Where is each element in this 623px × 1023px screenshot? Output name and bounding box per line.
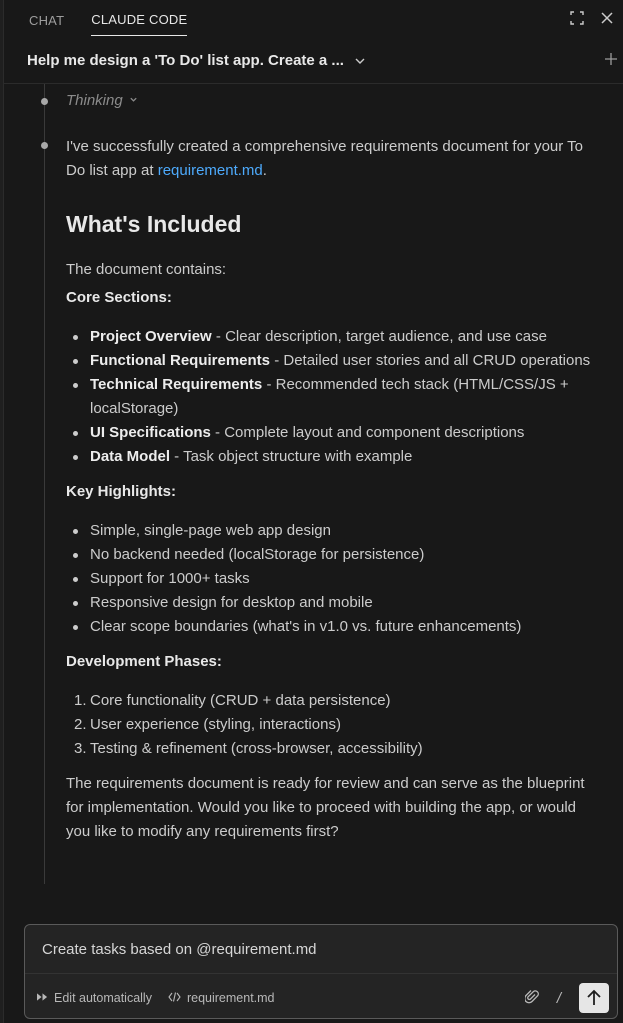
fast-forward-icon bbox=[37, 991, 48, 1005]
chevron-down-icon[interactable] bbox=[354, 55, 366, 67]
list-item: 2. User experience (styling, interactions) bbox=[74, 716, 341, 733]
thinking-label: Thinking bbox=[66, 92, 123, 109]
list-item: Support for 1000+ tasks bbox=[66, 567, 596, 591]
context-file-label: requirement.md bbox=[186, 991, 275, 1005]
key-highlights-list bbox=[66, 519, 596, 639]
tab-claude-code[interactable]: CLAUDE CODE bbox=[91, 2, 187, 36]
list-item: 1. Core functionality (CRUD + data persistence) bbox=[74, 692, 391, 709]
assistant-message bbox=[66, 135, 596, 848]
message-composer bbox=[24, 924, 618, 1019]
core-sections-title: Core Sections: bbox=[66, 289, 172, 306]
requirement-file-link[interactable]: requirement.md bbox=[157, 162, 263, 179]
composer-divider bbox=[25, 973, 617, 974]
list-item: Clear scope boundaries (what's in v1.0 vs. future enhancements) bbox=[66, 615, 596, 639]
activity-edge bbox=[0, 0, 4, 1023]
slash-command-button[interactable]: / bbox=[556, 989, 561, 1007]
context-file-chip[interactable] bbox=[168, 991, 275, 1005]
conversation-title-bar bbox=[4, 38, 623, 84]
section-heading: What's Included bbox=[66, 211, 242, 237]
timeline-dot bbox=[41, 98, 48, 105]
panel-actions bbox=[567, 8, 617, 28]
timeline-dot bbox=[41, 142, 48, 149]
list-item: Simple, single-page web app design bbox=[66, 519, 596, 543]
tab-chat[interactable]: CHAT bbox=[29, 12, 65, 28]
message-timeline bbox=[44, 84, 45, 884]
closing-paragraph: The requirements document is ready for review and can serve as the blueprint for implementation. Would you like to proceed with building the app, or would you like to modify any requirements first? bbox=[66, 775, 585, 840]
edit-mode-selector[interactable] bbox=[37, 991, 152, 1005]
intro-paragraph: I've successfully created a comprehensive requirements document for your To Do list app at requirement.md. bbox=[66, 138, 584, 179]
maximize-icon[interactable] bbox=[567, 8, 587, 28]
close-icon[interactable] bbox=[597, 8, 617, 28]
list-item: Functional Requirements - Detailed user stories and all CRUD operations bbox=[66, 349, 596, 373]
chevron-down-icon bbox=[129, 95, 138, 107]
new-conversation-button[interactable] bbox=[604, 52, 618, 68]
core-sections-list bbox=[66, 325, 596, 469]
panel-tabs bbox=[4, 0, 623, 38]
list-item: Data Model - Task object structure with example bbox=[66, 445, 596, 469]
thinking-toggle[interactable] bbox=[66, 92, 138, 109]
composer-actions bbox=[525, 983, 609, 1013]
code-icon bbox=[168, 991, 181, 1005]
list-item: No backend needed (localStorage for persistence) bbox=[66, 543, 596, 567]
prompt-input[interactable]: Create tasks based on @requirement.md bbox=[42, 941, 317, 958]
composer-toolbar bbox=[37, 983, 609, 1013]
edit-mode-label: Edit automatically bbox=[54, 991, 152, 1005]
list-item: Responsive design for desktop and mobile bbox=[66, 591, 596, 615]
conversation-title[interactable]: Help me design a 'To Do' list app. Create a ... bbox=[27, 52, 344, 69]
list-item: Project Overview - Clear description, target audience, and use case bbox=[66, 325, 596, 349]
list-item: Technical Requirements - Recommended tech stack (HTML/CSS/JS + localStorage) bbox=[66, 373, 596, 421]
list-item: 3. Testing & refinement (cross-browser, accessibility) bbox=[74, 740, 423, 757]
key-highlights-title: Key Highlights: bbox=[66, 483, 177, 500]
list-item: UI Specifications - Complete layout and component descriptions bbox=[66, 421, 596, 445]
development-phases-title: Development Phases: bbox=[66, 653, 222, 670]
development-phases-list bbox=[66, 689, 596, 761]
doc-contains-text: The document contains: bbox=[66, 261, 227, 278]
send-button[interactable] bbox=[579, 983, 609, 1013]
paperclip-icon[interactable] bbox=[525, 989, 539, 1008]
